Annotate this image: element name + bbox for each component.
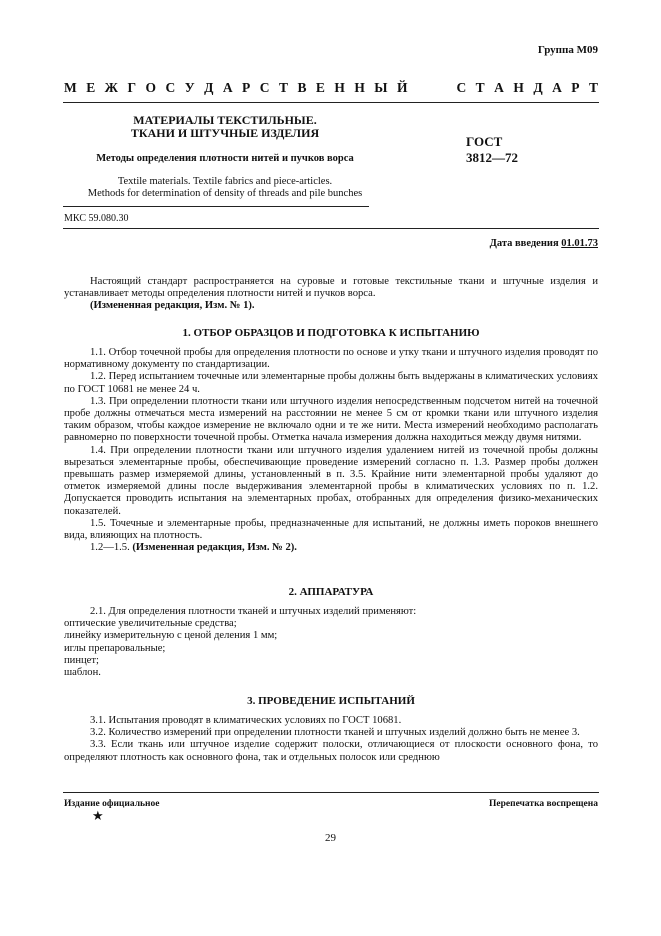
intro-paragraph: Настоящий стандарт распространяется на суровые и готовые текстильные ткани и штучные изделия и устанавливает методы определения плотности нитей и пучков ворса.	[64, 276, 598, 300]
gost-label: ГОСТ	[466, 134, 503, 149]
section-1-heading: 1. ОТБОР ОБРАЗЦОВ И ПОДГОТОВКА К ИСПЫТАНИЮ	[182, 327, 480, 339]
english-title-line-1: Textile materials. Textile fabrics and piece-articles.	[117, 176, 333, 187]
banner-word-1: М Е Ж Г О С У Д А Р С Т В Е Н Н Ы Й	[64, 80, 408, 95]
english-title	[64, 176, 386, 200]
para-3-3: 3.3. Если ткань или штучное изделие содержит полоски, отличающиеся от плоскости основного фона, то определяют плотность как основного фона, так и отдельных полосок или среднюю	[64, 739, 598, 763]
intro-date	[490, 238, 598, 249]
doc-title	[64, 114, 386, 140]
gost-designation	[466, 134, 518, 166]
gost-number: 3812—72	[466, 150, 518, 165]
title-line-1: МАТЕРИАЛЫ ТЕКСТИЛЬНЫЕ.	[133, 113, 317, 127]
para-3-1: 3.1. Испытания проводят в климатических условиях по ГОСТ 10681.	[90, 715, 402, 726]
edit-note-1-text: (Измененная редакция, Изм. № 2).	[132, 542, 297, 554]
apparatus-item: пинцет;	[64, 654, 99, 666]
top-rule	[63, 102, 599, 103]
mks-rule	[63, 228, 599, 229]
edit-note-1	[64, 542, 598, 554]
standard-banner	[64, 80, 598, 96]
english-title-line-2: Methods for determination of density of threads and pile bunches	[87, 188, 363, 199]
reprint-prohibited: Перепечатка воспрещена	[488, 799, 598, 809]
group-code: Группа М09	[537, 44, 598, 56]
para-1-5: 1.5. Точечные и элементарные пробы, предназначенные для испытаний, не должны иметь пороков внешнего вида, влияющих на плотность.	[64, 517, 598, 542]
section-3-heading: 3. ПРОВЕДЕНИЕ ИСПЫТАНИЙ	[247, 695, 415, 707]
para-1-4: 1.4. При определении плотности ткани или штучного изделия удалением нитей из точечной пробы должны вырезаться элементарные пробы, обеспечивающие проведение измерений согласно п. 1.3. Размер пробы должен превышать размер измеряемой длины, установленный в п. 3.5. Крайние нити элементарной пробы удаляют до отметок измеряемой длины после выдерживания элементарной пробы в климатических условиях по п. 1.2. Допускается проводить испытания на элементарных пробах, отобранных для определения физико-механических показателей.	[64, 444, 598, 517]
section-2-heading: 2. АППАРАТУРА	[288, 586, 374, 598]
para-1-3: 1.3. При определении плотности ткани или штучного изделия непосредственным подсчетом нитей на точечной пробе должны отмечаться места измерений на расстоянии не менее 5 см от кромки ткани или штучного изделия таким образом, чтобы каждое измерение не включало одни и те же нити. Места измерений необходимо располагать равномерно по поверхности точечной пробы. Отметка начала измерения должна находиться между двумя нитями.	[64, 395, 598, 444]
section-1-body	[64, 347, 598, 554]
apparatus-item: шаблон.	[64, 667, 101, 679]
doc-subtitle: Методы определения плотности нитей и пучков ворса	[96, 153, 354, 164]
para-1-2: 1.2. Перед испытанием точечные или элементарные пробы должны быть выдержаны в климатических условиях по ГОСТ 10681 не менее 24 ч.	[64, 371, 598, 395]
intro-block	[64, 276, 598, 313]
apparatus-item: линейку измерительную с ценой деления 1 мм;	[64, 630, 278, 642]
intro-date-label: Дата введения	[489, 238, 559, 249]
section-3-body	[64, 715, 598, 764]
para-3-2: 3.2. Количество измерений при определении плотности тканей и штучных изделий должно быть не менее 3.	[90, 727, 580, 739]
apparatus-item: иглы препаровальные;	[64, 642, 166, 654]
mks-code: МКС 59.080.30	[64, 213, 129, 224]
title-rule	[63, 206, 369, 207]
intro-date-value: 01.01.73	[561, 238, 598, 249]
page-number: 29	[325, 832, 336, 844]
edit-note-1-prefix: 1.2—1.5.	[90, 542, 130, 554]
official-edition: Издание официальное	[64, 799, 160, 809]
star-icon: ★	[92, 808, 104, 823]
footer-rule	[63, 792, 599, 793]
apparatus-item: оптические увеличительные средства;	[64, 618, 237, 630]
intro-edit-note: (Измененная редакция, Изм. № 1).	[90, 300, 255, 312]
para-1-1: 1.1. Отбор точечной пробы для определения плотности по основе и утку ткани и штучного изделия проводят по нормативному документу по стандартизации.	[64, 347, 598, 371]
banner-word-2: С Т А Н Д А Р Т	[456, 80, 599, 95]
para-2-1: 2.1. Для определения плотности тканей и штучных изделий применяют:	[90, 606, 417, 617]
title-line-2: ТКАНИ И ШТУЧНЫЕ ИЗДЕЛИЯ	[130, 126, 320, 140]
section-2-body	[64, 606, 598, 679]
